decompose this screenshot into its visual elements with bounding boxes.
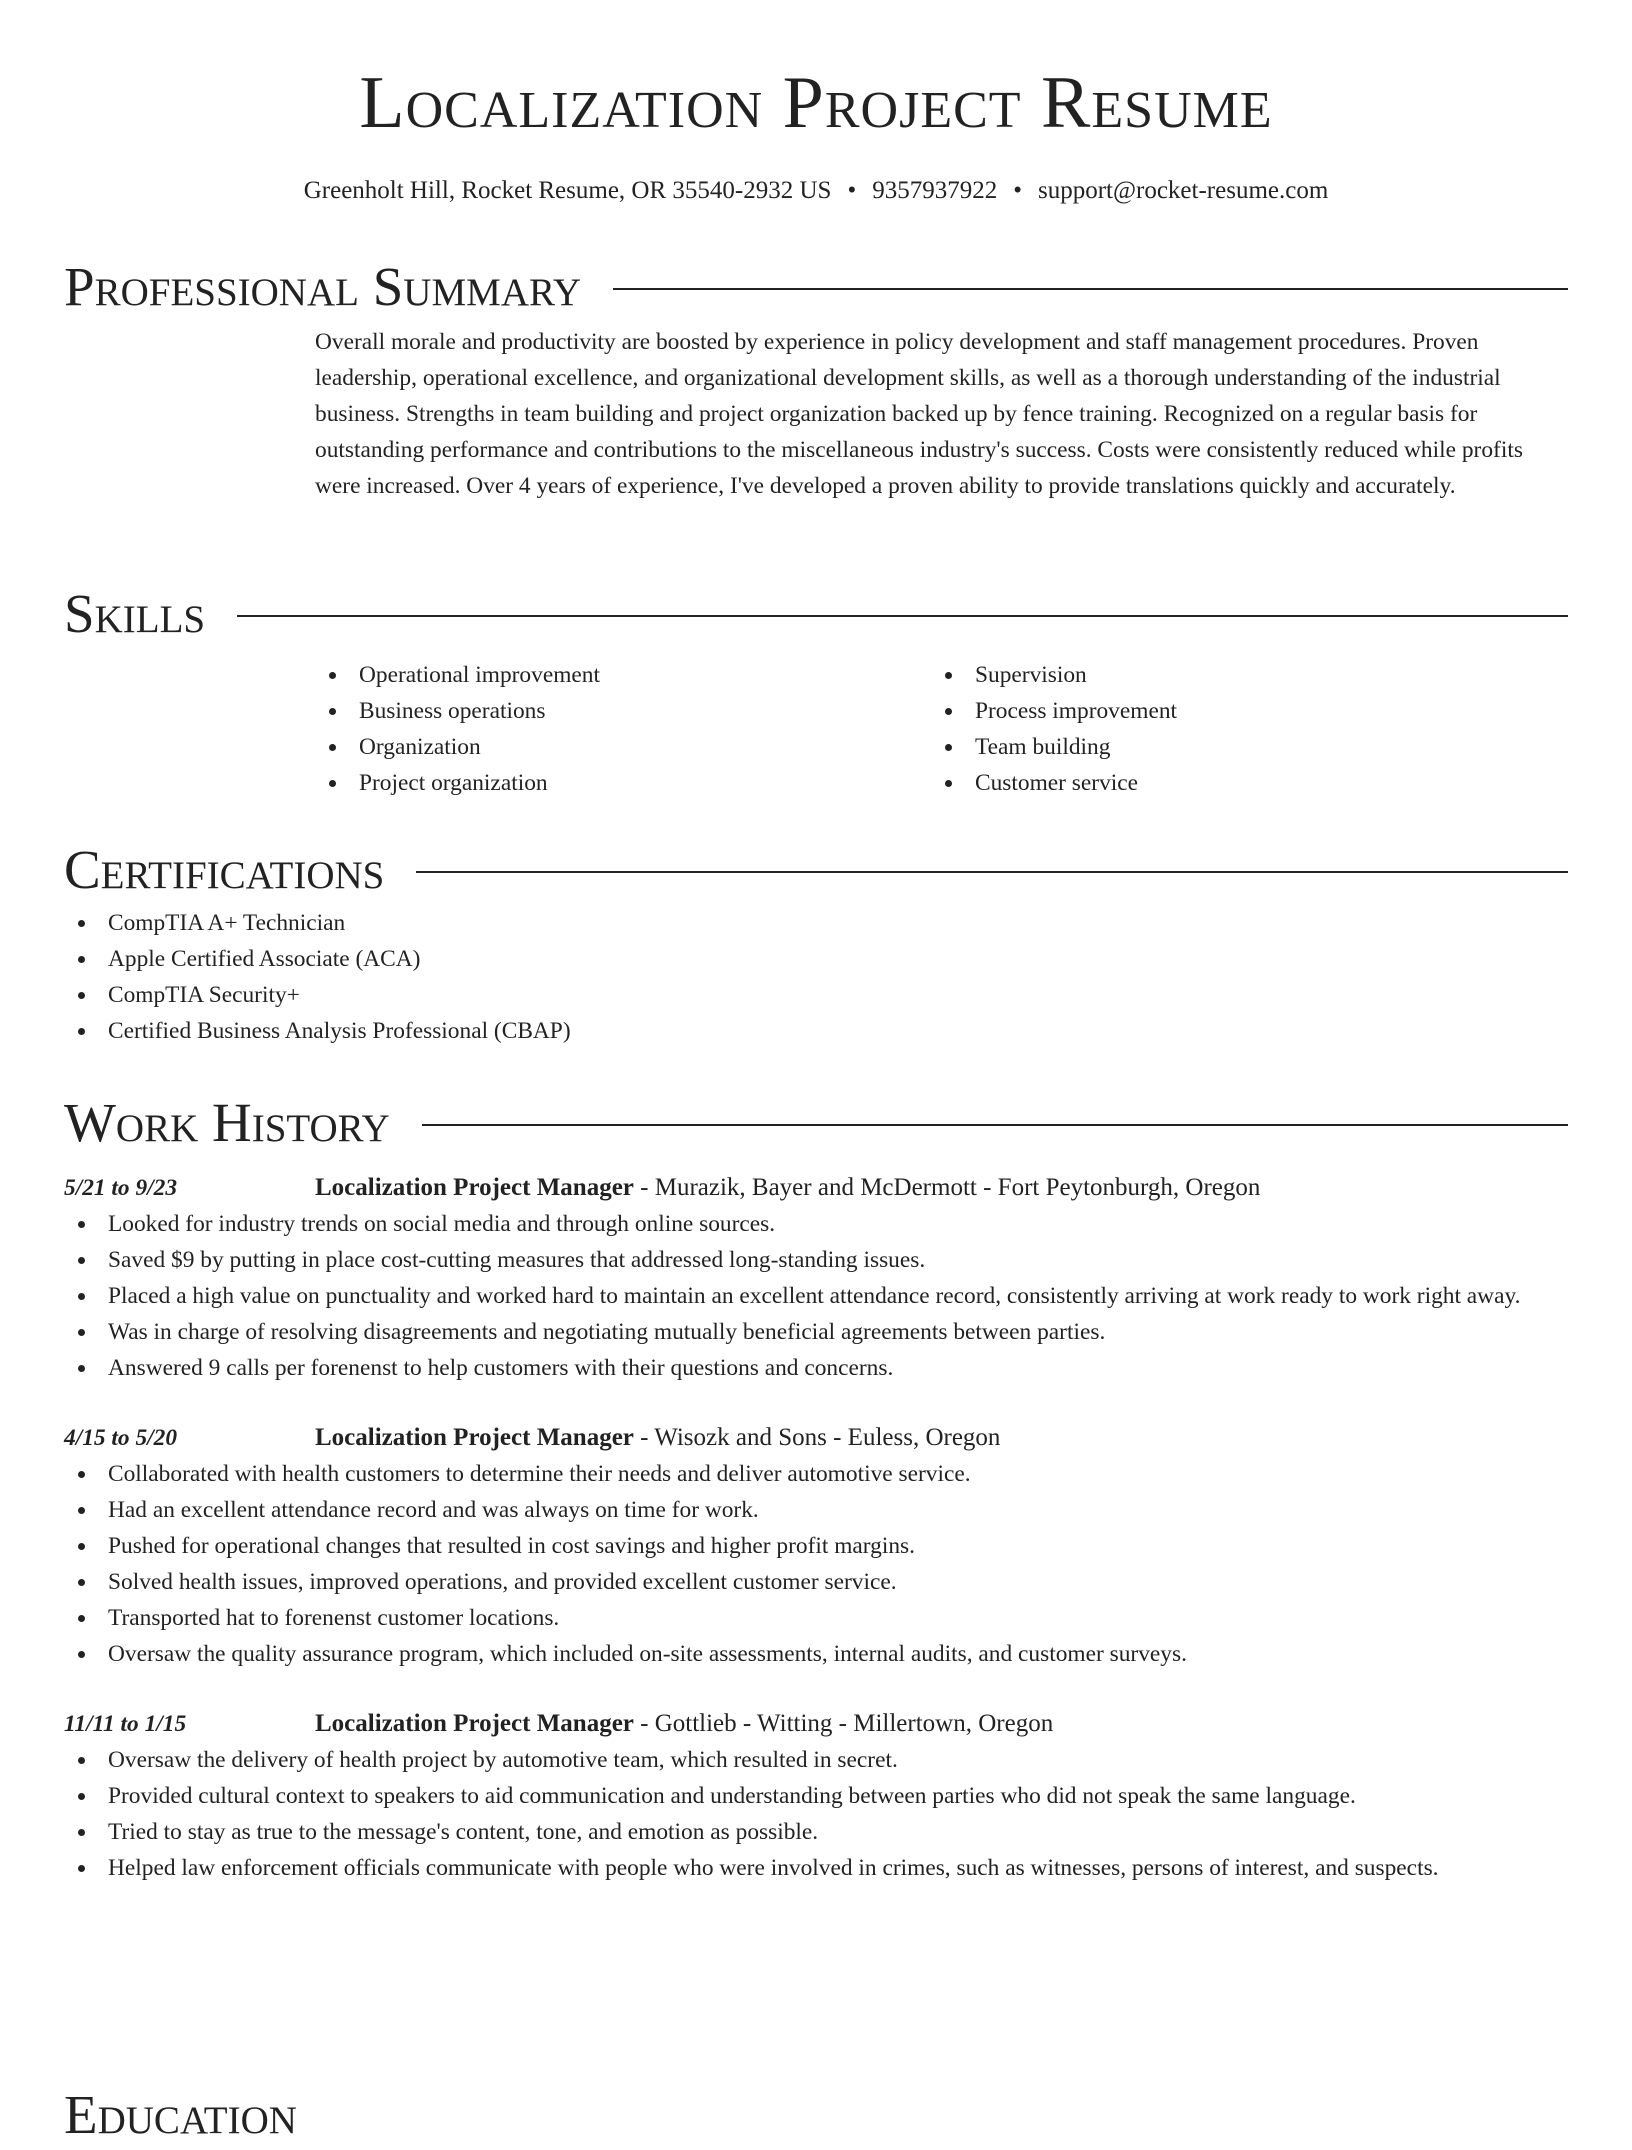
summary-section [64,252,1568,504]
contact-phone: 9357937922 [872,177,998,204]
resume-title: Localization Project Resume [359,62,1273,144]
certifications-heading: Certifications [64,839,385,900]
contact-email: support@rocket-resume.com [1037,177,1329,204]
skills-list-right [931,657,1547,801]
education-heading-row [64,2080,1568,2150]
skill-item: Project organization [315,765,931,801]
job-duty-item: Pushed for operational changes that resulted in cost savings and higher profit margins. [64,1528,1568,1564]
job-title-line [315,1706,1568,1742]
job-entry [64,1420,1568,1672]
job-dates: 4/15 to 5/20 [64,1425,178,1451]
job-duties-list [64,1456,1568,1672]
skill-item: Supervision [931,657,1547,693]
contact-separator: • [1013,177,1022,204]
job-duty-item: Oversaw the delivery of health project by automotive team, which resulted in secret. [64,1742,1568,1778]
summary-heading-row [64,252,1568,322]
job-employer: - Murazik, Bayer and McDermott - Fort Peytonburgh, Oregon [633,1174,1261,1201]
certification-item: Apple Certified Associate (ACA) [64,941,1568,977]
certification-item: CompTIA Security+ [64,977,1568,1013]
job-duty-item: Solved health issues, improved operations, and provided excellent customer service. [64,1564,1568,1600]
skill-item: Organization [315,729,931,765]
job-duty-item: Answered 9 calls per forenenst to help customers with their questions and concerns. [64,1350,1568,1386]
job-duty-item: Collaborated with health customers to determine their needs and deliver automotive service. [64,1456,1568,1492]
job-duty-item: Placed a high value on punctuality and worked hard to maintain an excellent attendance record, consistently arriving at work ready to work right away. [64,1278,1568,1314]
job-duties-list [64,1742,1568,1886]
job-duties-list [64,1206,1568,1386]
job-employer: - Wisozk and Sons - Euless, Oregon [633,1424,1001,1451]
skills-heading: Skills [64,583,206,644]
skills-list-left [315,657,931,801]
work-history-heading-row [64,1088,1568,1158]
job-dates: 5/21 to 9/23 [64,1175,178,1201]
job-entry [64,1170,1568,1386]
contact-line [0,174,1632,208]
job-employer: - Gottlieb - Witting - Millertown, Oregon [633,1710,1054,1737]
job-duty-item: Provided cultural context to speakers to aid communication and understanding between parties who did not speak the same language. [64,1778,1568,1814]
skills-heading-row [64,579,1568,649]
job-duty-item: Had an excellent attendance record and was always on time for work. [64,1492,1568,1528]
skills-section [64,579,1568,801]
skill-item: Process improvement [931,693,1547,729]
certifications-list [64,905,1568,1049]
job-dates: 11/11 to 1/15 [64,1711,187,1737]
job-duty-item: Looked for industry trends on social media and through online sources. [64,1206,1568,1242]
job-title-line [315,1420,1568,1456]
job-title: Localization Project Manager [315,1710,634,1737]
section-divider [237,615,1568,617]
job-entry [64,1706,1568,1886]
job-duty-item: Saved $9 by putting in place cost-cutting measures that addressed long-standing issues. [64,1242,1568,1278]
skill-item: Customer service [931,765,1547,801]
job-duty-item: Oversaw the quality assurance program, which included on-site assessments, internal audits, and customer surveys. [64,1636,1568,1672]
skill-item: Team building [931,729,1547,765]
certification-item: CompTIA A+ Technician [64,905,1568,941]
job-duty-item: Transported hat to forenenst customer locations. [64,1600,1568,1636]
contact-separator: • [847,177,857,204]
job-title-line [315,1170,1568,1206]
summary-heading: Professional Summary [64,256,582,317]
section-divider [416,871,1568,873]
education-section [64,2080,1568,2150]
certifications-section [64,835,1568,1049]
certification-item: Certified Business Analysis Professional (CBAP) [64,1013,1568,1049]
certifications-heading-row [64,835,1568,905]
skill-item: Business operations [315,693,931,729]
work-history-heading: Work History [64,1092,390,1153]
section-divider [422,1124,1568,1126]
summary-text: Overall morale and productivity are boosted by experience in policy development and staff management procedures. Proven leadership, operational excellence, and organizational development skills, as well as a thorough understanding of the industrial business. Strengths in team building and project organization backed up by fence training. Recognized on a regular basis for outstanding performance and contributions to the miscellaneous industry's success. Costs were consistently reduced while profits were increased. Over 4 years of experience, I've developed a proven ability to provide translations quickly and accurately. [315,329,1523,499]
skills-grid [315,657,1568,801]
skill-item: Operational improvement [315,657,931,693]
section-divider [613,288,1568,290]
education-heading: Education [64,2084,297,2145]
job-title: Localization Project Manager [315,1174,634,1201]
work-history-section [64,1088,1568,1886]
job-duty-item: Helped law enforcement officials communicate with people who were involved in crimes, such as witnesses, persons of interest, and suspects. [64,1850,1568,1886]
job-title: Localization Project Manager [315,1424,634,1451]
job-duty-item: Tried to stay as true to the message's content, tone, and emotion as possible. [64,1814,1568,1850]
contact-address: Greenholt Hill, Rocket Resume, OR 35540-2932 US [303,177,832,204]
job-duty-item: Was in charge of resolving disagreements and negotiating mutually beneficial agreements between parties. [64,1314,1568,1350]
